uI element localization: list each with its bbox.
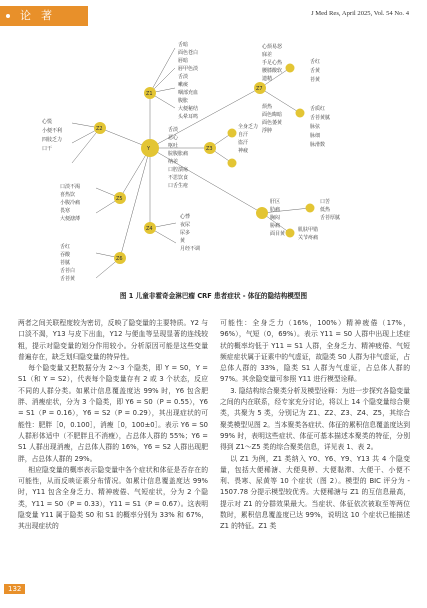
- svg-text:唇暗: 唇暗: [178, 58, 189, 64]
- svg-text:纳差: 纳差: [168, 159, 179, 165]
- left-column: [18, 318, 208, 533]
- symptom-labels: [42, 41, 340, 282]
- right-paragraph-1: 可能性：全身乏力（16%，100%）精神疲倦（17%，96%），气短（0，69%）。表示 Y11 = S0 人群中出现上述症状的概率均低于 Y11 = S1 人群，全身乏力、精神疲倦、气短频症症状属于证素中的气虚证，故隐类 S0 人群为非气虚证，占总体人群的 33%，隐类 S1 人群为气虚证，占总体人群的 97%。其余隐变量可参照 Y11 进行模型诠释。: [220, 319, 410, 384]
- svg-text:口苦: 口苦: [320, 199, 331, 205]
- node-z7-label: Z7: [256, 86, 263, 92]
- svg-text:脘腹胀痛: 脘腹胀痛: [168, 151, 189, 157]
- node-z4-label: Z4: [146, 226, 153, 232]
- svg-text:夜尿: 夜尿: [180, 222, 191, 228]
- node-z5-label: Z5: [116, 196, 123, 202]
- left-paragraph-1: 两者之间关联程度较为密切，反映了隐变量的主要特质。Y2 与口淡不渴，Y13 与皮下出血，Y12 与便血等呈现显著的连线较粗，提示对隐变量的划分作用较小。分析原因可能是这些变量普遍存在，缺乏划归隐变量的特异性。: [18, 319, 208, 361]
- svg-text:低热: 低热: [320, 207, 331, 213]
- node-z3-label: Z3: [206, 146, 213, 152]
- svg-text:舌质红: 舌质红: [310, 106, 326, 112]
- svg-text:遗精: 遗精: [262, 76, 273, 82]
- right-paragraph-2: 3. 隐结构综合聚类分析及模型诠释：为进一步探究各隐变量之间的内在联系，经专家充分讨论，将以上 14 个隐变量综合聚类，共聚为 5 类，分别记为 Z1、Z2、Z3、Z4、Z5，其综合聚类模型见图 2。当本聚类各症状、体征的累积信息覆盖度达到 99% 时，表明这些症状、体征可基本描述本聚类的特征，分别得到 Z1～Z5 类的综合聚类信息，详见表 1、表 2。: [220, 386, 410, 452]
- svg-text:畏寒: 畏寒: [60, 208, 71, 214]
- svg-text:舌淡: 舌淡: [168, 127, 179, 133]
- svg-text:肝区: 肝区: [270, 199, 281, 205]
- svg-text:手足心热: 手足心热: [262, 60, 283, 66]
- node-z6-label: Z6: [116, 256, 123, 262]
- svg-text:腰膝酸软: 腰膝酸软: [262, 68, 283, 74]
- right-paragraph-3: 以 Z1 为例，Z1 类纳入 Y0、Y6、Y9、Y13 共 4 个隐变量，包括大便稀溏、大便臭秽、大便黏滞、大便干、小便不利、畏寒、尿黄等 10 个症状（图 2）。模型的 BIC 评分为 - 1507.78 分提示模型较优秀。大便稀溏与 Z1 的互信息最高，提示对 Z1 的分群效果最大。当症状、体征依次被取至等两位数时，累积信息覆盖度已达 99%，说明这 10 个症状已能描述 Z1 的特征。Z1 类: [220, 454, 410, 531]
- svg-text:自汗: 自汗: [238, 132, 249, 138]
- svg-text:大便秘结: 大便秘结: [178, 106, 199, 112]
- left-paragraph-2: 每个隐变量又把数据分为 2～3 个隐类，即 Y = S0，Y = S1（和 Y = S2），代表每个隐变量存有 2 或 3 个状态，反应不同的人群分类。如累计信息覆盖度达 99% 时，Y6 包含肥胖、消瘦症状，分为 3 个隐类，即 Y6 = S0（P = 0.55），Y6 = S1（P = 0.16），Y6 = S2（P = 0.29），其出现症状的可能性：肥胖［0，0.100］，消瘦［0，100±0］。表示 Y6 = S0 人群形体适中（不肥胖且不消瘦），占总体人群的 55%；Y6 = S1 人群出现消瘦，占总体人群的 16%，Y6 = S2 人群出现肥胖，占总体人群的 29%。: [18, 364, 208, 463]
- node-x4: [306, 204, 315, 213]
- svg-text:脉弦: 脉弦: [310, 124, 321, 130]
- svg-text:腹胀: 腹胀: [178, 98, 189, 104]
- svg-text:脉细: 脉细: [310, 133, 321, 139]
- svg-text:舌暗: 舌暗: [178, 42, 189, 48]
- svg-text:嗽痰: 嗽痰: [178, 82, 189, 88]
- right-column: [220, 318, 410, 533]
- svg-text:口干: 口干: [42, 146, 53, 152]
- svg-text:舌苔白: 舌苔白: [60, 268, 76, 274]
- svg-text:尿多: 尿多: [180, 230, 191, 236]
- svg-text:胸闷: 胸闷: [270, 215, 281, 221]
- node-root-label: Y: [147, 146, 151, 152]
- svg-text:四肢乏力: 四肢乏力: [42, 137, 63, 143]
- svg-text:浮肿: 浮肿: [262, 128, 273, 134]
- svg-text:舌黄: 舌黄: [310, 68, 321, 74]
- page-number: 132: [4, 584, 25, 594]
- svg-text:盗汗: 盗汗: [238, 140, 249, 146]
- node-x5: [286, 229, 295, 238]
- svg-text:舌淡: 舌淡: [178, 74, 189, 80]
- node-x2: [286, 64, 295, 73]
- svg-text:全身乏力: 全身乏力: [238, 124, 259, 130]
- svg-text:脉滑数: 脉滑数: [310, 142, 326, 148]
- svg-text:面目黄: 面目黄: [270, 231, 286, 237]
- svg-text:咽部充血: 咽部充血: [178, 90, 199, 96]
- svg-text:舌红: 舌红: [60, 244, 71, 250]
- svg-text:小腹冷痛: 小腹冷痛: [60, 200, 81, 206]
- figure-edges: [72, 48, 310, 278]
- svg-text:口淡不渴: 口淡不渴: [60, 184, 81, 190]
- node-z2-label: Z2: [96, 126, 103, 132]
- svg-text:舌红: 舌红: [310, 59, 321, 65]
- svg-text:月经不调: 月经不调: [180, 246, 201, 252]
- svg-text:神疲: 神疲: [238, 148, 249, 154]
- svg-text:面色苍白: 面色苍白: [178, 50, 199, 56]
- svg-text:喜热饮: 喜热饮: [60, 192, 76, 198]
- svg-text:口腔溃疡: 口腔溃疡: [168, 167, 189, 173]
- node-x6: [228, 129, 237, 138]
- node-x3: [296, 109, 305, 118]
- svg-text:舌苔黄腻: 舌苔黄腻: [310, 115, 331, 121]
- svg-text:吞酸: 吞酸: [60, 252, 71, 258]
- svg-text:恶心: 恶心: [168, 135, 179, 141]
- svg-text:呕吐: 呕吐: [168, 143, 179, 149]
- svg-text:舌苔黄: 舌苔黄: [60, 276, 76, 282]
- svg-text:黄: 黄: [180, 238, 186, 244]
- svg-text:面色萎黄: 面色萎黄: [262, 120, 283, 126]
- svg-text:不思饮食: 不思饮食: [168, 175, 189, 181]
- svg-text:唇甲色淡: 唇甲色淡: [178, 66, 199, 72]
- svg-text:关节疼痛: 关节疼痛: [298, 235, 319, 241]
- latent-structure-figure: [0, 28, 427, 288]
- svg-text:心悸: 心悸: [180, 214, 191, 220]
- svg-text:肋痛: 肋痛: [270, 207, 281, 213]
- svg-text:小便不利: 小便不利: [42, 128, 63, 134]
- journal-citation: J Med Res, April 2025, Vol. 54 No. 4: [311, 10, 409, 17]
- svg-text:心烦易怒: 心烦易怒: [262, 44, 283, 50]
- svg-text:苔腻: 苔腻: [60, 260, 71, 266]
- svg-text:面色晦暗: 面色晦暗: [262, 112, 283, 118]
- svg-text:苔黄: 苔黄: [310, 77, 321, 83]
- svg-text:头晕耳鸣: 头晕耳鸣: [178, 114, 199, 120]
- left-paragraph-3: 相应隐变量的概率表示隐变量中各个症状和体征是否存在的可能性，从而反映证素分布情况。如累计信息覆盖度达 99% 时，Y11 包含全身乏力、精神疲倦、气短症状，分为 2 个隐类，Y11 = S0（P = 0.33），Y11 = S1（P = 0.67）。这表明隐变量 Y11 属于隐类 S0 和 S1 的概率分别为 33% 和 67%，其出现症状的: [18, 465, 208, 531]
- svg-text:寐差: 寐差: [262, 52, 273, 58]
- node-z1-label: Z1: [146, 91, 153, 97]
- node-x7: [228, 159, 237, 168]
- node-x1: [256, 207, 268, 219]
- section-badge: 论著: [0, 6, 88, 26]
- svg-text:舌苔厚腻: 舌苔厚腻: [320, 215, 341, 221]
- svg-text:口舌生疮: 口舌生疮: [168, 183, 189, 189]
- figure-caption: 图 1 儿童非霍奇金淋巴瘤 CRF 患者症状 - 体征的隐结构模型图: [119, 292, 308, 300]
- svg-text:心慌: 心慌: [42, 119, 53, 125]
- svg-text:肌肤甲错: 肌肤甲错: [298, 227, 319, 233]
- svg-text:胁痛: 胁痛: [270, 223, 281, 229]
- svg-text:大便溏薄: 大便溏薄: [60, 216, 81, 222]
- svg-text:烦热: 烦热: [262, 104, 273, 110]
